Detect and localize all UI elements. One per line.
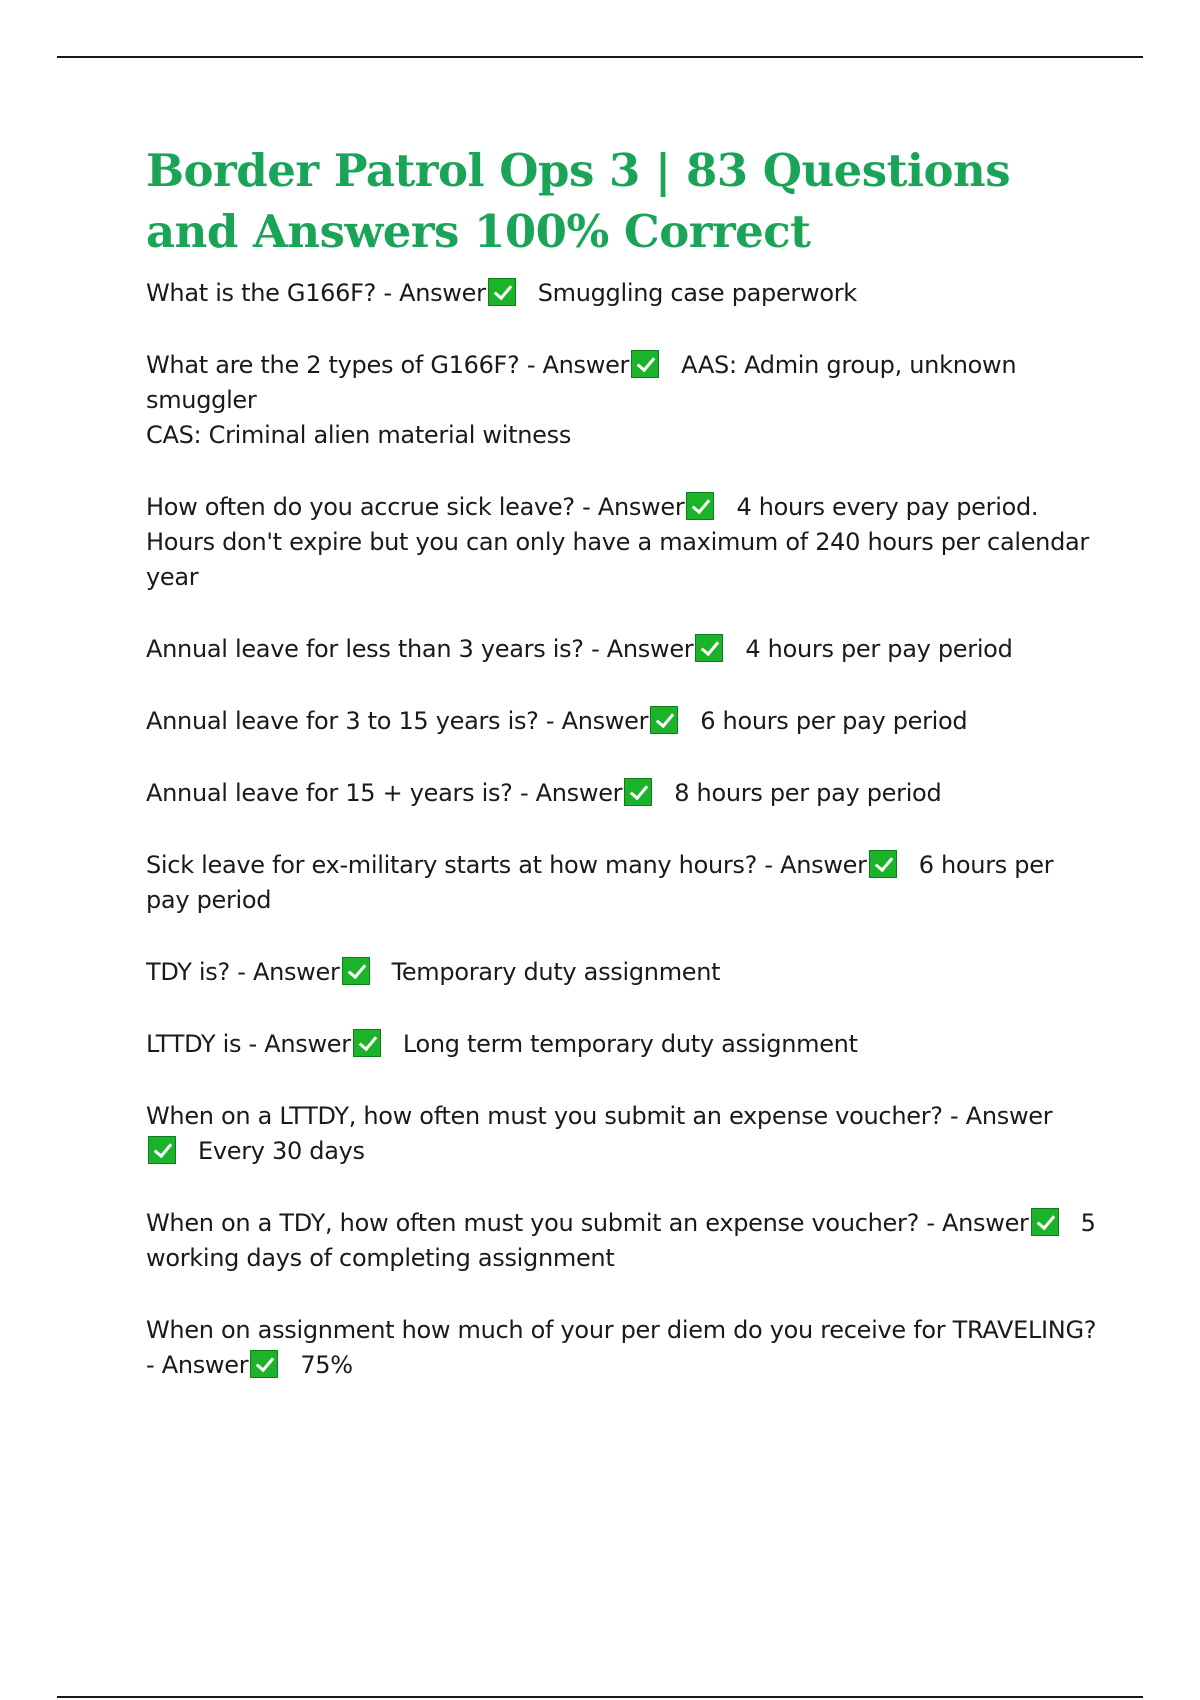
qa-item — [146, 1206, 1101, 1276]
checkmark-box-icon — [488, 278, 516, 306]
checkmark-box-icon — [624, 778, 652, 806]
answer-label: Answer — [965, 1102, 1053, 1130]
qa-item — [146, 848, 1101, 918]
answer-text: 8 hours per pay period — [674, 779, 942, 807]
answer-text: 75% — [300, 1351, 353, 1379]
answer-label: Answer — [542, 351, 630, 379]
answer-label: Answer — [561, 707, 649, 735]
question-text: TDY is? - — [146, 958, 253, 986]
answer-label: Answer — [535, 779, 623, 807]
answer-text: 6 hours per pay period — [700, 707, 968, 735]
bottom-rule — [57, 1696, 1143, 1698]
checkmark-box-icon — [869, 850, 897, 878]
qa-item — [146, 1313, 1101, 1383]
qa-item — [146, 955, 1101, 990]
checkmark-box-icon — [250, 1350, 278, 1378]
document-title: Border Patrol Ops 3 | 83 Questions and Answers 100% Correct — [146, 144, 1011, 258]
answer-text: 4 hours every pay period. Hours don't expire but you can only have a maximum of 240 hours per calendar year — [146, 493, 1090, 591]
answer-text: 6 hours per pay period — [146, 851, 1054, 914]
qa-item — [146, 490, 1101, 595]
answer-label: Answer — [780, 851, 867, 879]
answer-text: 5 working days of completing assignment — [146, 1209, 1096, 1272]
document-body — [146, 140, 1101, 1420]
answer-label: Answer — [264, 1030, 351, 1058]
question-text: When on assignment how much of your per diem do you receive for TRAVELING? - — [146, 1316, 1097, 1379]
question-text: What is the G166F? - — [146, 279, 400, 307]
answer-label: Answer — [161, 1351, 249, 1379]
checkmark-box-icon — [631, 350, 659, 378]
question-text: Sick leave for ex-military starts at how many hours? - — [146, 851, 781, 879]
answer-label: Answer — [399, 279, 486, 307]
question-text: LTTDY is - — [146, 1030, 265, 1058]
checkmark-box-icon — [342, 957, 370, 985]
answer-text: Every 30 days — [198, 1137, 365, 1165]
checkmark-box-icon — [650, 706, 678, 734]
question-text: Annual leave for 3 to 15 years is? - — [146, 707, 562, 735]
qa-item — [146, 348, 1101, 453]
question-text: Annual leave for less than 3 years is? - — [146, 635, 607, 663]
answer-text: 4 hours per pay period — [745, 635, 1013, 663]
answer-label: Answer — [942, 1209, 1029, 1237]
question-text: What are the 2 types of G166F? - — [146, 351, 543, 379]
answer-text: Smuggling case paperwork — [537, 279, 857, 307]
qa-item — [146, 704, 1101, 739]
checkmark-box-icon — [1031, 1208, 1059, 1236]
answer-label: Answer — [252, 958, 340, 986]
answer-label: Answer — [597, 493, 685, 521]
qa-item — [146, 1027, 1101, 1062]
answer-text: AAS: Admin group, unknown smuggler CAS: Criminal alien material witness — [146, 351, 1017, 449]
question-text: Annual leave for 15 + years is? - — [146, 779, 536, 807]
qa-item — [146, 276, 1101, 311]
checkmark-box-icon — [148, 1136, 176, 1164]
question-text: How often do you accrue sick leave? - — [146, 493, 598, 521]
checkmark-box-icon — [686, 492, 714, 520]
checkmark-box-icon — [695, 634, 723, 662]
answer-label: Answer — [606, 635, 694, 663]
answer-text: Temporary duty assignment — [391, 958, 721, 986]
question-text: When on a LTTDY, how often must you submit an expense voucher? - — [146, 1102, 966, 1130]
question-text: When on a TDY, how often must you submit an expense voucher? - — [146, 1209, 943, 1237]
qa-item — [146, 776, 1101, 811]
top-rule — [57, 56, 1143, 58]
qa-item — [146, 1099, 1101, 1169]
checkmark-box-icon — [353, 1029, 381, 1057]
qa-item — [146, 632, 1101, 667]
answer-text: Long term temporary duty assignment — [402, 1030, 858, 1058]
